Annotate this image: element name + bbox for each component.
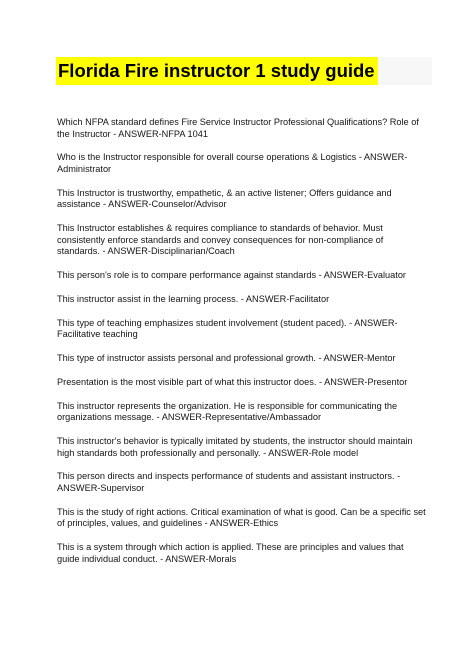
qa-item [57,318,427,341]
qa-item [57,353,427,365]
qa-item [57,471,427,494]
title-band [56,57,432,85]
qa-list [57,117,427,577]
qa-item [57,294,427,306]
document-title: Florida Fire instructor 1 study guide [56,57,378,85]
qa-item [57,188,427,211]
qa-item [57,542,427,565]
qa-text: This instructor's behavior is typically imitated by students, the instructor should maintain high standards both professionally and personally. - ANSWER-Role model [57,435,413,458]
qa-item [57,401,427,424]
qa-text: This Instructor establishes & requires compliance to standards of behavior. Must consistently enforce standards and convey consequences for non-compliance of standards. - ANSWER-Disciplinarian/Coach [57,223,384,257]
qa-item [57,507,427,530]
qa-item [57,117,427,140]
qa-text: This is the study of right actions. Critical examination of what is good. Can be a specific set of principles, values, and guidelines - ANSWER-Ethics [57,506,426,529]
qa-text: This instructor assist in the learning process. - ANSWER-Facilitator [57,293,330,304]
qa-text: Which NFPA standard defines Fire Service Instructor Professional Qualifications? Role of the Instructor - ANSWER-NFPA 1041 [57,117,419,139]
qa-text: Who is the Instructor responsible for overall course operations & Logistics - ANSWER-Administrator [57,152,408,174]
qa-text: This is a system through which action is applied. These are principles and values that guide individual conduct. - ANSWER-Morals [57,542,404,564]
qa-item [57,436,427,459]
qa-item [57,223,427,258]
qa-item [57,152,427,175]
qa-item [57,377,427,389]
qa-text: This Instructor is trustworthy, empathetic, & an active listener; Offers guidance and assistance - ANSWER-Counselor/Advisor [57,187,392,210]
qa-text: Presentation is the most visible part of what this instructor does. - ANSWER-Presentor [57,376,408,387]
qa-text: This type of instructor assists personal and professional growth. - ANSWER-Mentor [57,353,396,364]
qa-item [57,270,427,282]
qa-text: This type of teaching emphasizes student involvement (student paced). - ANSWER-Facilitative teaching [57,317,398,340]
qa-text: This instructor represents the organization. He is responsible for communicating the organizations message. - ANSWER-Representative/Ambassador [57,400,398,423]
qa-text: This person's role is to compare performance against standards - ANSWER-Evaluator [57,270,406,281]
qa-text: This person directs and inspects performance of students and assistant instructors. - ANSWER-Supervisor [57,471,401,493]
